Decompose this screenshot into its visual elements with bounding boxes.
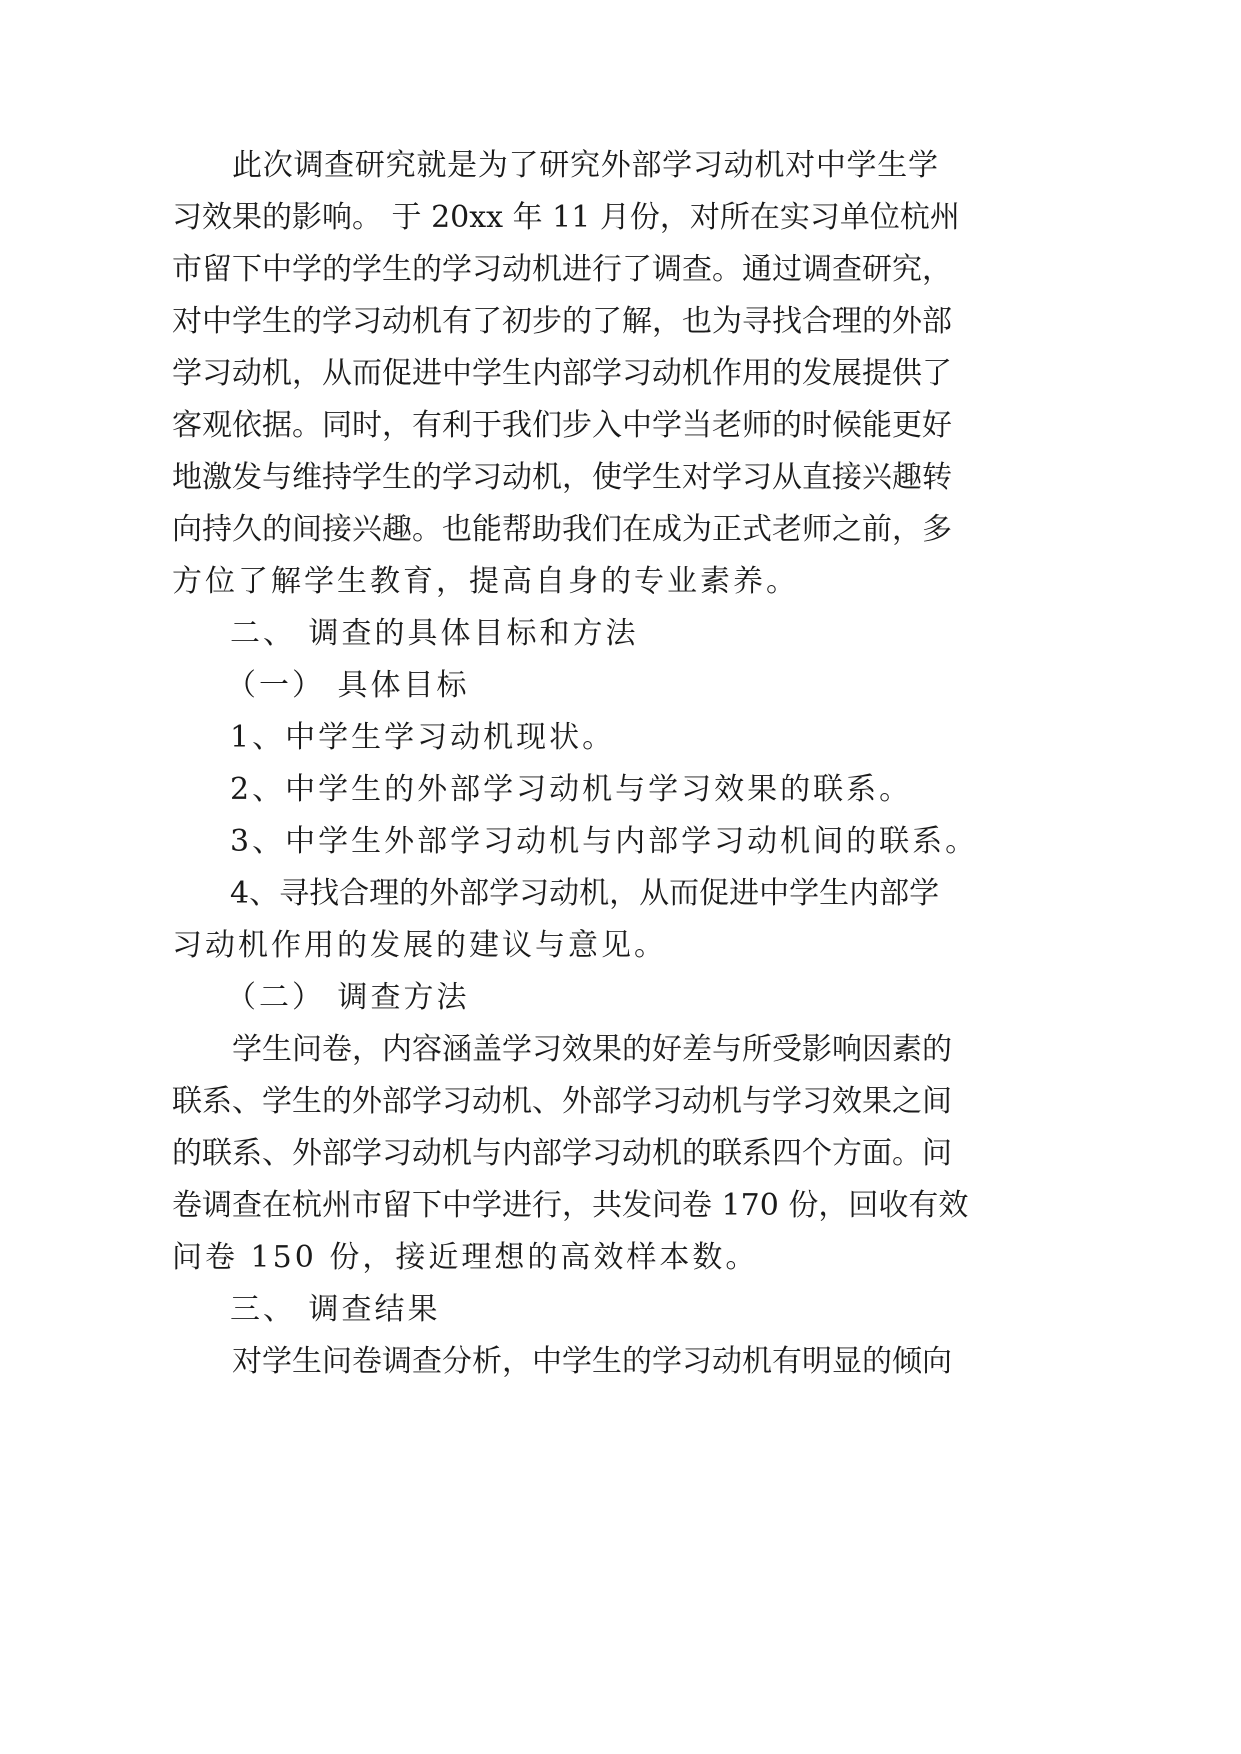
paragraph-line: 市留下中学的学生的学习动机进行了调查。通过调查研究， [172,252,952,287]
subsection-heading: （一） 具体目标 [226,668,470,703]
list-item: 1、中学生学习动机现状。 [230,720,616,755]
paragraph-line: 地激发与维持学生的学习动机，使学生对学习从直接兴趣转 [172,460,952,495]
paragraph-line: 联系、学生的外部学习动机、外部学习动机与学习效果之间 [172,1084,952,1119]
paragraph-line: 卷调查在杭州市留下中学进行，共发问卷 170 份，回收有效 [172,1188,969,1223]
list-item-continuation: 习动机作用的发展的建议与意见。 [172,928,667,963]
paragraph-line: 习效果的影响。 于 20xx 年 11 月份，对所在实习单位杭州 [172,200,960,235]
paragraph-line: 客观依据。同时，有利于我们步入中学当老师的时候能更好 [172,408,952,443]
paragraph-line: 向持久的间接兴趣。也能帮助我们在成为正式老师之前，多 [172,512,952,547]
paragraph-line: 的联系、外部学习动机与内部学习动机的联系四个方面。问 [172,1136,952,1171]
paragraph-line: 对中学生的学习动机有了初步的了解，也为寻找合理的外部 [172,304,952,339]
paragraph-line: 学习动机，从而促进中学生内部学习动机作用的发展提供了 [172,356,952,391]
paragraph-line: 对学生问卷调查分析，中学生的学习动机有明显的倾向 [232,1344,952,1379]
paragraph-line: 问卷 150 份，接近理想的高效样本数。 [172,1240,759,1275]
paragraph-line: 学生问卷，内容涵盖学习效果的好差与所受影响因素的 [232,1032,952,1067]
section-heading: 三、 调查结果 [230,1292,441,1327]
section-heading: 二、 调查的具体目标和方法 [230,616,639,651]
list-item: 2、中学生的外部学习动机与学习效果的联系。 [230,772,913,807]
list-item: 3、中学生外部学习动机与内部学习动机间的联系。 [230,824,979,859]
paragraph-line: 方位了解学生教育，提高自身的专业素养。 [172,564,799,599]
subsection-heading: （二） 调查方法 [226,980,470,1015]
list-item: 4、寻找合理的外部学习动机，从而促进中学生内部学 [230,876,940,911]
paragraph-line: 此次调查研究就是为了研究外部学习动机对中学生学 [232,148,938,183]
